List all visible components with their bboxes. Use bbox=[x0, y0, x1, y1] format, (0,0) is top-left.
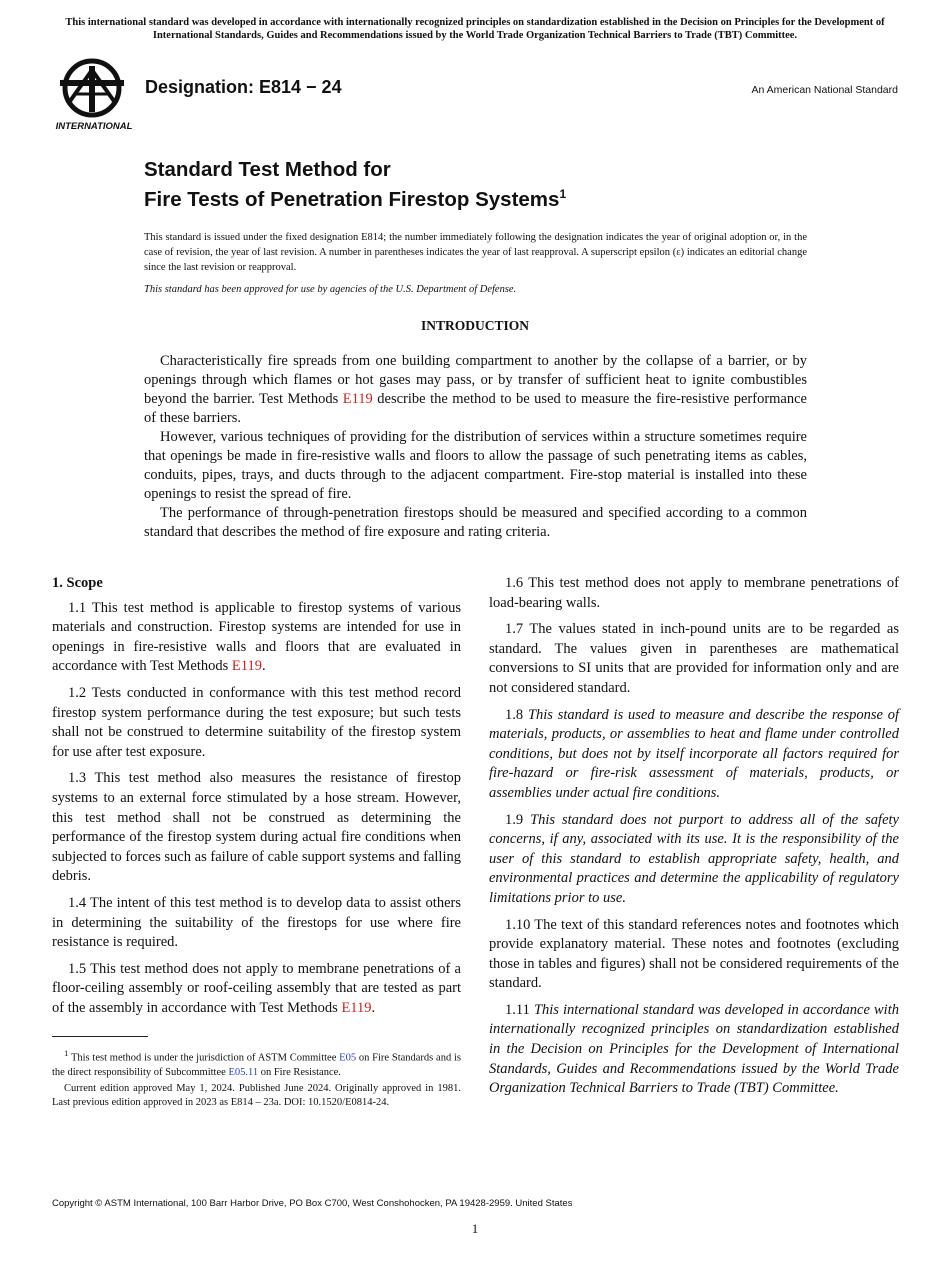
section-1-2: 1.2 Tests conducted in conformance with this test method record firestop system performance during the test exposure; but such tests shall not be construed to determine suitability of the firestop system for use after test exposure. bbox=[52, 684, 461, 760]
document-title bbox=[144, 158, 566, 212]
scope-heading: 1. Scope bbox=[52, 575, 103, 591]
introduction-heading: INTRODUCTION bbox=[420, 318, 529, 333]
intro-paragraph: Characteristically fire spreads from one building compartment to another by the collapse of a barrier, or by openings through which flames or hot gases may pass, or by transfer of sufficient heat to ignite combustibles beyond the barrier. Test Methods E119 describe the method to be used to measure the fire-resistive performance of these barriers. bbox=[144, 353, 807, 426]
section-1-5: 1.5 This test method does not apply to membrane penetrations of a floor-ceiling assembly or roof-ceiling assembly that are tested as part of the assembly in accordance with Test Methods E119. bbox=[52, 960, 461, 1016]
title-footnote-ref[interactable]: 1 bbox=[559, 187, 567, 201]
dod-statement: This standard has been approved for use by agencies of the U.S. Department of Defense. bbox=[144, 284, 517, 295]
intro-paragraph: The performance of through-penetration firestops should be measured and specified according to a common standard that describes the method of fire exposure and rating criteria. bbox=[144, 505, 807, 540]
section-1-4: 1.4 The intent of this test method is to develop data to assist others in determining the suitability of the firestops for use where fire resistance is required. bbox=[52, 894, 461, 951]
footnotes bbox=[52, 1046, 461, 1112]
astm-logo-mark-icon bbox=[52, 58, 136, 132]
designation: Designation: E814 − 24 bbox=[145, 77, 342, 97]
section-1-1: 1.1 This test method is applicable to firestop systems of various materials and construction. Firestop systems are intended for use in openings in fire-resistive walls and floors that are evaluated in accordance with Test Methods E119. bbox=[52, 599, 461, 675]
footnote-1: $^1$ This test method is under the jurisdiction of ASTM Committee E05 on Fire Standards and is the direct responsibility of Subcommittee E05.11 on Fire Resistance. bbox=[52, 1048, 461, 1078]
section-1-8: 1.8 This standard is used to measure and describe the response of materials, products, or assemblies to heat and flame under controlled conditions, but does not by itself incorporate all factors required for fire-hazard or fire-risk assessment of materials, products, or assemblies under actual fire conditions. bbox=[489, 706, 899, 801]
section-1-9: 1.9 This standard does not purport to address all of the safety concerns, if any, associated with its use. It is the responsibility of the user of this standard to establish appropriate safety, health, and environmental practices and determine the applicability of regulatory limitations prior to use. bbox=[489, 811, 899, 906]
section-1-3: 1.3 This test method also measures the resistance of firestop systems to an external force stimulated by a hose stream. However, this test method shall not be construed as determining the performance of the firestop system during actual fire conditions when subjected to forces such as failure of cable support systems and falling debris. bbox=[52, 770, 461, 885]
e119-link[interactable]: E119 bbox=[341, 999, 372, 1016]
footnote-divider bbox=[52, 1036, 148, 1037]
top-note: This international standard was developed in accordance with internationally recognized principles on standardization established in the Decision on Principles for the Development of International Standards, Guides and Recommendations issued by the World Trade Organization Technical Barriers to Trade (TBT) Committee. bbox=[65, 17, 885, 41]
intro-paragraph: However, various techniques of providing for the distribution of services within a structure sometimes require that openings be made in fire-resistive walls and floors to allow the passage of such penetrating items as cables, conduits, pipes, trays, and ducts through to the adjacent compartment. Fire-stop material is installed into these openings to resist the spread of fire. bbox=[144, 429, 807, 502]
section-1-7: 1.7 The values stated in inch-pound units are to be regarded as standard. The values given in parentheses are mathematical conversions to SI units that are provided for information only and are not considered standard. bbox=[489, 621, 899, 696]
section-1-10: 1.10 The text of this standard references notes and footnotes which provide explanatory material. These notes and footnotes (excluding those in tables and figures) shall not be considered requirements of the standard. bbox=[489, 916, 899, 992]
title-line-2: Fire Tests of Penetration Firestop Systems$^1$ bbox=[144, 187, 567, 211]
american-national-standard: An American National Standard bbox=[751, 84, 898, 96]
e05-11-link[interactable]: E05.11 bbox=[228, 1066, 259, 1078]
title-line-1: Standard Test Method for bbox=[144, 158, 391, 181]
page-number: 1 bbox=[471, 1221, 479, 1236]
left-column bbox=[52, 574, 461, 1025]
right-column bbox=[489, 574, 899, 1106]
e05-link[interactable]: E05 bbox=[339, 1052, 357, 1064]
copyright: Copyright © ASTM International, 100 Barr Harbor Drive, PO Box C700, West Conshohocken, PA 19428-2959. United States bbox=[52, 1198, 573, 1209]
edition-note: Current edition approved May 1, 2024. Published June 2024. Originally approved in 1981. Last previous edition approved in 2023 as E814 – 23a. DOI: 10.1520/E0814-24. bbox=[52, 1082, 461, 1109]
issued-statement: This standard is issued under the fixed designation E814; the number immediately following the designation indicates the year of original adoption or, in the case of revision, the year of last revision. A number in parentheses indicates the year of last reapproval. A superscript epsilon (ε) indicates an editorial change since the last revision or reapproval. bbox=[144, 232, 807, 273]
e119-link[interactable]: E119 bbox=[231, 658, 262, 675]
astm-logo bbox=[52, 58, 136, 132]
section-1-6: 1.6 This test method does not apply to membrane penetrations of load-bearing walls. bbox=[489, 575, 899, 611]
e119-link[interactable]: E119 bbox=[342, 391, 373, 407]
logo-word: INTERNATIONAL bbox=[55, 121, 133, 132]
introduction bbox=[144, 352, 807, 542]
section-1-11: 1.11 This international standard was developed in accordance with internationally recognized principles on standardization established in the Decision on Principles for the Development of International Standards, Guides and Recommendations issued by the World Trade Organization Technical Barriers to Trade (TBT) Committee. bbox=[489, 1001, 899, 1097]
